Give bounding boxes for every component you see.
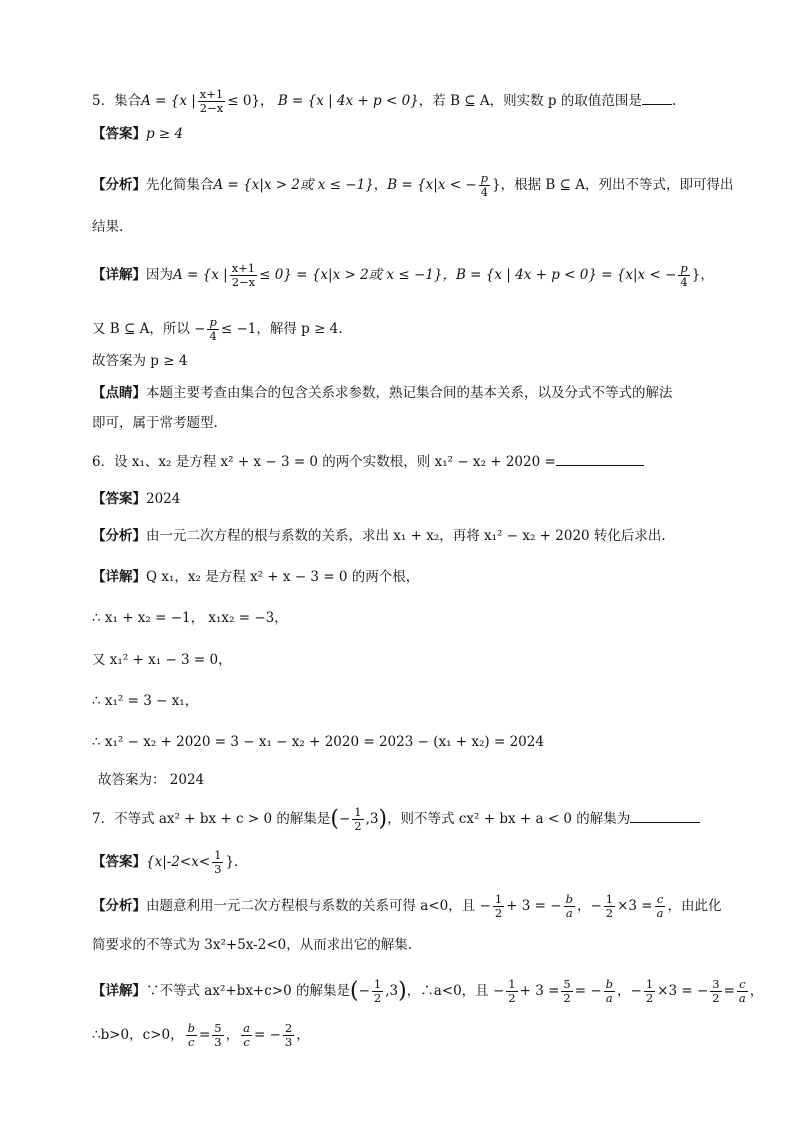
q7-answer-blank[interactable] (630, 810, 700, 823)
q6-question-text: 6．设 x₁、x₂ 是方程 x² + x − 3 = 0 的两个实数根，则 x₁² − x₂ + 2020 = (92, 454, 556, 470)
q6-detail-1: Q x₁，x₂ 是方程 x² + x − 3 = 0 的两个根， (146, 569, 420, 585)
frac-num: c (737, 978, 748, 992)
q5-analysis-text: 先化简集合 (146, 177, 214, 193)
q7-detail-line (92, 978, 763, 1005)
q5-analysis-text-2: ，根据 B ⊆ A，列出不等式，即可得出 (500, 177, 734, 193)
q7-analysis-text-4: ×3 = (617, 898, 653, 914)
q7-detail-text-4: = − (574, 983, 602, 999)
q6-detail-line (92, 568, 419, 586)
frac (564, 893, 575, 920)
answer-tag: 【答案】 (92, 854, 146, 870)
q5-detail-frac (230, 262, 257, 289)
q5-detail-set-a: A = {x | (173, 267, 228, 283)
frac (655, 893, 666, 920)
frac-num: x+1 (231, 261, 256, 275)
q6-detail-5: ∴ x₁² − x₂ + 2020 = 3 − x₁ − x₂ + 2020 = 2023 − (x₁ + x₂) = 2024 (92, 734, 544, 750)
q5-detail-set-b-end: }， (691, 267, 714, 283)
interval-sep: ,3 (365, 811, 379, 827)
q5-answer-blank[interactable] (642, 92, 672, 105)
q5-point-line-2: 即可，属于常考题型. (92, 415, 218, 431)
frac-num: 5 (214, 1021, 222, 1035)
q5-detail-text: 因为 (146, 267, 173, 283)
frac-den: 2 (354, 819, 362, 833)
frac (283, 1022, 294, 1049)
q5-answer: p ≥ 4 (146, 126, 184, 142)
q7-question-text: 7．不等式 ax² + bx + c > 0 的解集是 (92, 811, 331, 827)
q7-detail-text-8: ， (749, 983, 764, 999)
frac-num: 5 (563, 977, 571, 991)
q6-answer-line (92, 490, 180, 508)
q7-statement (92, 806, 700, 833)
q7-detail-text-10: ， (225, 1027, 240, 1043)
frac (644, 978, 655, 1005)
q5-statement: 5．集合A = {x | $\frac{x+1}{2-x}$ ≤ 0}， B = {x | 4x + p < 0}，若 B ⊆ A，则实数 p 的取值范围是 . (92, 87, 677, 115)
q7-detail-text-9: ∴b>0，c>0， (92, 1027, 184, 1043)
frac-num: b (565, 892, 573, 906)
frac-den: 2 (508, 991, 516, 1005)
q7-analysis-text-3: ，− (576, 898, 602, 914)
frac-den: c (188, 1035, 195, 1049)
q5-answer-line (92, 125, 183, 143)
q7-answer-end: }. (225, 854, 239, 870)
detail-tag: 【详解】 (92, 983, 146, 999)
q7-detail-text-7: = (723, 983, 735, 999)
frac (241, 1022, 252, 1049)
q6-statement (92, 453, 644, 471)
frac-num: b (187, 1021, 195, 1035)
frac (493, 893, 504, 920)
q5-point-text: 本题主要考查由集合的包含关系求参数，熟记集合间的基本关系，以及分式不等式的解法 (146, 385, 673, 401)
q7-detail-text-5: ，− (617, 983, 642, 999)
frac-den: 3 (214, 1035, 222, 1049)
interval-sep: ,3 (385, 983, 399, 999)
frac-den: 2 (494, 906, 503, 920)
q6-detail-2: ∴ x₁ + x₂ = −1， x₁x₂ = −3， (92, 610, 288, 626)
frac-den: a (738, 991, 746, 1005)
detail-tag: 【详解】 (92, 267, 146, 283)
frac-num: 3 (712, 977, 720, 991)
frac (506, 978, 517, 1005)
answer-tag: 【答案】 (92, 126, 146, 142)
q7-analysis-line-2: 简要求的不等式为 3x²+5x-2<0，从而求出它的解集. (92, 937, 413, 953)
q5-analysis-set-b-end: } (492, 177, 501, 193)
frac-num: 1 (508, 977, 516, 991)
paren: ) (378, 806, 388, 832)
frac-num: c (655, 893, 666, 907)
q7-detail-text-2: ，∴a<0，且 − (406, 983, 505, 999)
q5-analysis-line (92, 172, 734, 199)
q7-analysis-text: 由题意利用一元二次方程根与系数的关系可得 a<0，且 − (146, 898, 491, 914)
frac-den: c (243, 1035, 250, 1049)
q6-detail-3: 又 x₁² + x₁ − 3 = 0， (92, 652, 232, 668)
frac-num: p (480, 171, 489, 185)
q5-fraction (198, 88, 225, 115)
q7-detail-text-6: ×3 = − (657, 983, 709, 999)
q6-answer-blank[interactable] (556, 453, 644, 466)
frac-num: 1 (354, 805, 362, 819)
frac-num: 1 (214, 848, 222, 862)
frac-den: a (605, 991, 613, 1005)
frac-num: b (605, 977, 614, 991)
q5-frac-num: x+1 (199, 87, 224, 101)
frac (372, 978, 383, 1005)
frac-num: 1 (645, 977, 654, 991)
q5-detail-frac-2 (678, 262, 689, 289)
frac-den: 2 (712, 991, 720, 1005)
q7-detail-text: ∵不等式 ax²+bx+c>0 的解集是 (146, 983, 350, 999)
frac-num: p (209, 315, 217, 329)
analysis-tag: 【分析】 (92, 898, 146, 914)
q6-detail-4: ∴ x₁² = 3 − x₁， (92, 693, 199, 709)
q5-detail-frac-3 (207, 316, 218, 343)
q5-analysis-set-b: B = {x|x < − (387, 177, 477, 193)
minus: − (338, 811, 351, 827)
paren: ( (330, 806, 339, 832)
q7-detail-line-2 (92, 1022, 310, 1049)
frac-num: a (243, 1021, 250, 1035)
answer-tag: 【答案】 (92, 491, 146, 507)
frac (186, 1022, 197, 1049)
q5-analysis-sep: ， (373, 177, 388, 193)
q5-set-a: A = {x | (141, 93, 196, 109)
frac-den: a (565, 906, 573, 920)
q7-detail-text-3: + 3 = (519, 983, 560, 999)
q5-point-line (92, 384, 673, 402)
q5-set-b: B = {x | 4x + p < 0} (277, 93, 419, 109)
q6-answer: 2024 (146, 491, 181, 507)
frac (561, 978, 572, 1005)
frac-num: 1 (373, 977, 382, 991)
frac-num: 2 (284, 1021, 293, 1035)
q7-answer: {x|-2<x< (146, 854, 211, 870)
frac-den: 2 (563, 991, 571, 1005)
q5-detail-set-b: B = {x | 4x + p < 0} = {x|x < − (455, 267, 677, 283)
q5-set-a-end: ≤ 0}， (227, 93, 274, 109)
minus: − (358, 983, 370, 999)
q7-answer-line (92, 849, 238, 876)
q7-frac-half (352, 806, 363, 833)
frac-num: 1 (494, 892, 503, 906)
q7-answer-frac (212, 849, 223, 876)
q5-detail-text-3: ≤ −1，解得 p ≥ 4. (220, 321, 343, 337)
equals: = (198, 1027, 211, 1043)
q7-detail-text-11: = − (253, 1027, 281, 1043)
paren: ( (350, 978, 359, 1004)
q5-label: 5．集合 (92, 93, 142, 109)
frac-den: 2 (373, 991, 382, 1005)
frac-den: 4 (209, 329, 217, 343)
frac (212, 1022, 223, 1049)
q6-analysis-text: 由一元二次方程的根与系数的关系，求出 x₁ + x₂，再将 x₁² − x₂ + 2020 转化后求出. (146, 528, 666, 544)
q7-question-text-2: ，则不等式 cx² + bx + a < 0 的解集为 (387, 811, 631, 827)
frac-num: 1 (605, 892, 614, 906)
frac-den: 3 (214, 862, 222, 876)
q5-analysis-frac (479, 172, 490, 199)
q5-frac-den: 2−x (199, 101, 224, 115)
frac-den: a (656, 906, 664, 920)
paren: ) (398, 978, 407, 1004)
q7-analysis-line (92, 893, 721, 920)
analysis-tag: 【分析】 (92, 177, 146, 193)
analysis-tag: 【分析】 (92, 528, 146, 544)
q5-detail-line (92, 262, 714, 289)
q5-analysis-line-2: 结果. (92, 219, 124, 235)
q7-detail-text-12: ， (296, 1027, 310, 1043)
q5-detail-line-2 (92, 316, 343, 343)
q5-detail-text-2: 又 B ⊆ A，所以 − (92, 321, 206, 337)
frac-den: 2−x (231, 275, 256, 289)
q5-detail-line-3: 故答案为 p ≥ 4 (92, 353, 188, 369)
frac-den: 3 (284, 1035, 293, 1049)
frac (737, 978, 748, 1005)
detail-tag: 【详解】 (92, 569, 146, 585)
q5-detail-set-a-mid: ≤ 0} = {x|x > 2或 x ≤ −1}， (259, 267, 456, 283)
q6-detail-6: 故答案为： 2024 (98, 772, 205, 788)
q7-analysis-text-5: ，由此化 (667, 898, 722, 914)
q5-analysis-set-a: A = {x|x > 2或 x ≤ −1} (213, 177, 374, 193)
frac-den: 2 (645, 991, 654, 1005)
frac-den: 4 (680, 275, 688, 289)
frac (604, 893, 615, 920)
q7-analysis-text-2: + 3 = − (506, 898, 562, 914)
frac (710, 978, 721, 1005)
frac-num: p (680, 261, 688, 275)
q6-analysis-line (92, 527, 666, 545)
frac (604, 978, 615, 1005)
point-tag: 【点睛】 (92, 385, 146, 401)
frac-den: 4 (480, 185, 489, 199)
q5-question-text: ，若 B ⊆ A，则实数 p 的取值范围是 (418, 93, 642, 109)
frac-den: 2 (605, 906, 614, 920)
